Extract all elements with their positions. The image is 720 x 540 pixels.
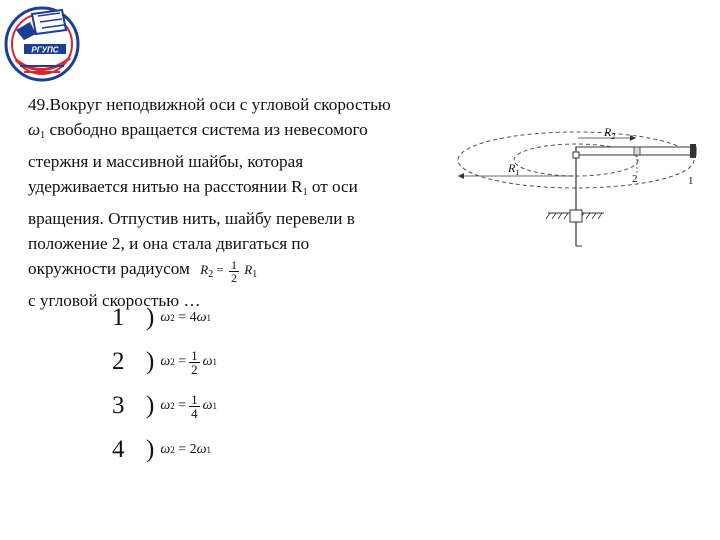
rotation-diagram [450,118,710,258]
answer-number: 2 [112,348,125,375]
question-text [28,92,458,313]
answer-number: 1 [112,304,125,331]
label-position-2: 2 [632,173,638,185]
answer-expression: ω 2 = 4 ω 1 [160,310,212,325]
answer-option-1[interactable] [112,296,217,340]
r1-symbol: R [291,177,303,197]
question-line-1: 49.Вокруг неподвижной оси с угловой скоростью [28,95,391,114]
label-position-1: 1 [688,175,694,187]
question-line-4-tail: от оси [311,177,358,197]
answer-expression: ω 2 = 2 ω 1 [160,442,212,457]
answer-paren: ) [146,304,155,331]
question-line-2 [28,117,458,148]
omega1-sub: 1 [40,130,46,142]
formula-num: 1 [231,257,238,272]
answer-option-2[interactable] [112,340,217,384]
formula-den: 2 [231,270,238,285]
answer-expression: ω 2 = $\frac{1}{2}$ ω 1 [160,347,218,377]
formula-eq: = [216,262,224,278]
question-line-8: с угловой скоростью … [28,290,201,310]
answer-number: 3 [112,392,125,419]
question-line-4-text: удерживается нитью на расстоянии [28,177,287,197]
question-line-2-text: свободно вращается система из невесомого [49,120,368,140]
label-r1: $R_1$ [508,161,520,177]
answer-expression: ω 2 = $\frac{1}{4}$ ω 1 [160,391,218,421]
university-logo [2,0,84,86]
answer-option-3[interactable] [112,384,217,428]
answer-options [112,296,217,472]
logo-text: РГУПС [31,45,59,55]
label-r2: $R_2$ [604,125,616,141]
question-line-4 [28,174,458,205]
question-line-7-text: окружности радиусом [28,259,190,279]
radius-formula [200,257,258,285]
formula-lhs: R [200,262,209,278]
question-line-3: стержня и массивной шайбы, которая [28,151,304,171]
question-line-7 [28,256,458,287]
hub [573,152,579,158]
omega1-symbol: ω [28,120,41,140]
question-line-5: вращения. Отпустив нить, шайбу перевели в [28,208,355,228]
answer-paren: ) [146,392,155,419]
washer-position-1 [690,144,696,158]
answer-paren: ) [146,436,155,463]
formula-fraction [229,259,239,284]
washer-position-2 [634,147,640,155]
r1-sub: 1 [302,187,308,199]
question-line-6: положение 2, и она стала двигаться по [28,234,310,254]
formula-rhs-sub: 1 [252,269,258,281]
formula-lhs-sub: 2 [208,269,214,281]
answer-number: 4 [112,436,125,463]
bearing [570,210,582,222]
answer-option-4[interactable] [112,428,217,472]
formula-rhs: R [244,262,253,278]
answer-paren: ) [146,348,155,375]
